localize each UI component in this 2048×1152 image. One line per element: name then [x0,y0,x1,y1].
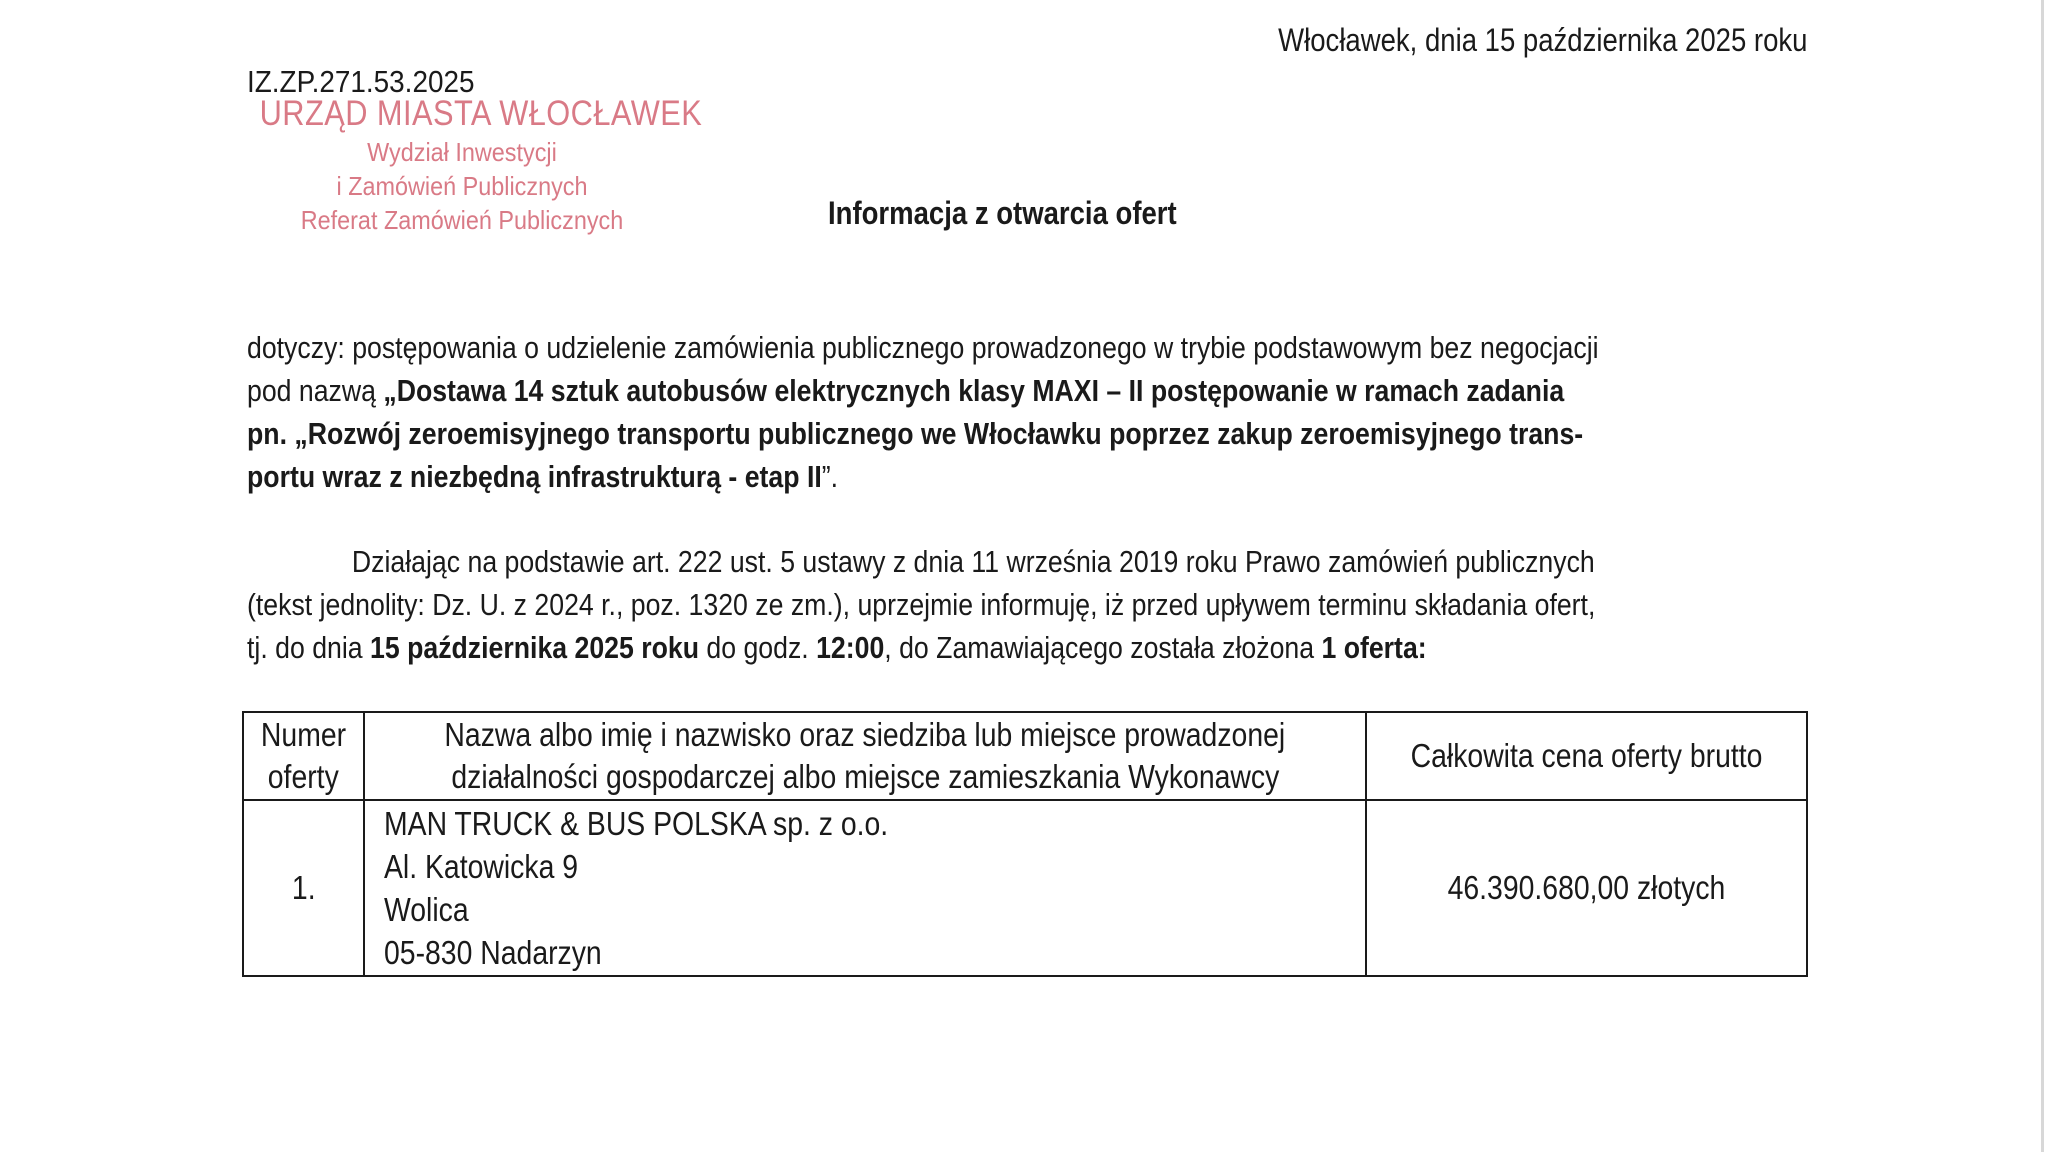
table-header-row [243,712,1807,800]
subject-paragraph [247,326,1812,498]
reference-number: IZ.ZP.271.53.2025 [247,64,475,99]
subject-name-part-1: „Dostawa 14 sztuk autobusów elektrycznych klasy MAXI – II postępowanie w ramach zadania [383,373,1565,408]
subject-name-part-2: pn. „Rozwój zeroemisyjnego transportu publicznego we Włocławku poprzez zakup zeroemisyjnego trans- [247,416,1584,451]
contractor-street: Al. Katowicka 9 [383,848,578,885]
offer-number-cell [243,800,364,976]
subject-name-part-3: portu wraz z niezbędną infrastrukturą - etap II [247,459,822,494]
offer-number: 1. [291,869,316,906]
stamp-section: Referat Zamówień Publicznych [300,205,624,235]
body-offer-count: 1 oferta: [1321,630,1427,665]
subject-line-1: dotyczy: postępowania o udzielenie zamówienia publicznego prowadzonego w trybie podstawowym bez negocjacji [247,330,1599,365]
subject-line-4 [247,455,1593,498]
body-line-1: Działając na podstawie art. 222 ust. 5 ustawy z dnia 11 września 2019 roku Prawo zamówień publicznych [351,544,1595,579]
office-stamp [232,94,703,235]
body-deadline-intro: tj. do dnia [247,630,371,665]
table-row [243,800,1807,976]
body-deadline-hour-intro: do godz. [698,630,817,665]
header-offer-number [243,712,364,800]
contractor-name: MAN TRUCK & BUS POLSKA sp. z o.o. [383,805,888,842]
subject-name-end: ”. [821,459,839,494]
header-contractor-line-2: działalności gospodarczej albo miejsce zamieszkania Wykonawcy [451,758,1279,795]
header-price [1366,712,1807,800]
scan-edge-line [2041,0,2044,1152]
contractor-city: Wolica [383,891,469,928]
header-offer-number-line-1: Numer [260,716,346,753]
body-deadline-time: 12:00 [816,630,885,665]
offers-table [242,711,1808,977]
offer-price-cell [1366,800,1807,976]
subject-line-3 [247,412,1593,455]
body-paragraph [247,540,1812,669]
stamp-office-name: URZĄD MIASTA WŁOCŁAWEK [259,94,703,133]
body-deadline-date: 15 października 2025 roku [370,630,699,665]
body-offers-intro: , do Zamawiającego została złożona [884,630,1322,665]
header-contractor [364,712,1366,800]
subject-line-2 [247,369,1593,412]
place-date: Włocławek, dnia 15 października 2025 roku [1277,22,1807,58]
subject-name-intro: pod nazwą [247,373,384,408]
offer-price: 46.390.680,00 złotych [1447,869,1726,906]
contractor-cell [364,800,1366,976]
stamp-department-line-1: Wydział Inwestycji [367,137,557,167]
contractor-postal: 05-830 Nadarzyn [383,934,602,971]
body-line-2: (tekst jednolity: Dz. U. z 2024 r., poz. 1320 ze zm.), uprzejmie informuję, iż przed upływem terminu składania ofert, [247,587,1596,622]
stamp-department-line-2: i Zamówień Publicznych [336,171,588,201]
header-price-label: Całkowita cena oferty brutto [1410,737,1763,774]
document-title: Informacja z otwarcia ofert [828,195,1177,231]
header-contractor-line-1: Nazwa albo imię i nazwisko oraz siedziba lub miejsce prowadzonej [444,716,1286,753]
header-offer-number-line-2: oferty [267,758,339,795]
body-line-3 [247,626,1593,669]
